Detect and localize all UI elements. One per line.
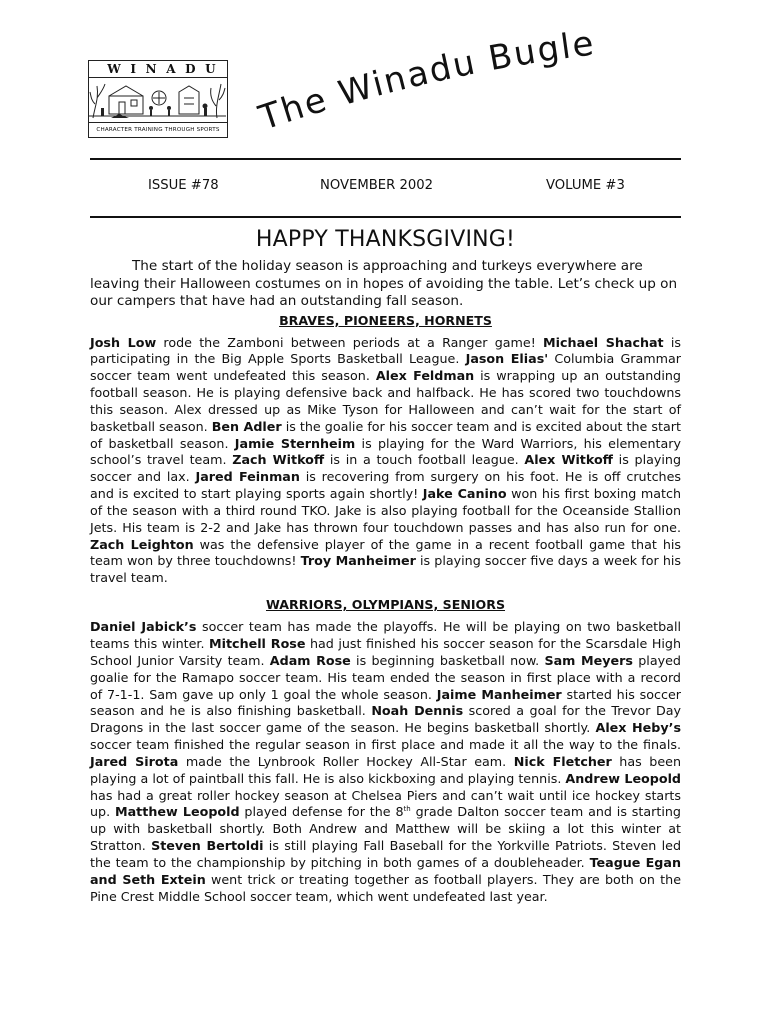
logo-letter: I xyxy=(130,62,138,76)
camper-name: Adam Rose xyxy=(269,652,351,668)
logo-letter: U xyxy=(205,62,217,76)
camper-name: Jared Feinman xyxy=(195,469,300,485)
body-text: started his soccer season and he is also finishing basketball. xyxy=(90,686,681,719)
article-content xyxy=(90,258,681,916)
body-text: is still playing Fall Baseball for the Yorkville Patriots. Steven led the team to the championship by pitching in both games of a doubleheader. xyxy=(90,838,681,870)
body-text: had just finished his soccer season for the Scarsdale High School Junior Varsity team. xyxy=(90,636,681,668)
body-text: was the defensive player of the game in a recent football game that his team won by three touchdowns! xyxy=(90,536,681,569)
superscript: th xyxy=(403,805,411,814)
camper-name: Jaime Manheimer xyxy=(436,686,562,702)
issue-bar xyxy=(90,178,681,198)
camper-name: Michael Shachat xyxy=(543,334,664,350)
logo-letter: A xyxy=(166,62,177,76)
logo-letter: N xyxy=(145,62,158,76)
title-text: The Winadu Bugle xyxy=(254,23,598,139)
logo-letter: D xyxy=(185,62,197,76)
body-text: has had a great roller hockey season at Chelsea Piers and can’t wait until ice hockey starts up. xyxy=(90,787,681,820)
body-text: is in a touch football league. xyxy=(324,452,525,468)
camper-name: Matthew Leopold xyxy=(115,804,240,820)
section-heading: WARRIORS, OLYMPIANS, SENIORS xyxy=(265,597,506,613)
body-text: is playing soccer five days a week for his travel team. xyxy=(90,553,681,586)
camper-name: Nick Fletcher xyxy=(513,753,612,769)
body-text: is beginning basketball now. xyxy=(350,652,545,668)
newsletter-title xyxy=(254,23,622,140)
camper-name: Mitchell Rose xyxy=(209,636,306,651)
body-text: is participating in the Big Apple Sports Basketball League. xyxy=(90,334,681,367)
body-text: rode the Zamboni between periods at a Ranger game! xyxy=(156,334,544,350)
camper-name: Alex Witkoff xyxy=(524,452,613,468)
camper-name: Zach Leighton xyxy=(90,536,194,552)
body-text: is wrapping up an outstanding football season. He is playing defensive back and halfback. He has scored two touchdowns this season. Alex dressed up as Mike Tyson for Halloween and can’t wait for the start of basketball season. xyxy=(90,368,681,434)
svg-text:The Winadu Bugle xyxy=(253,23,597,138)
camper-name: Troy Manheimer xyxy=(300,553,416,569)
body-text: has been playing a lot of paintball this fall. He is also kickboxing and playing tennis. xyxy=(90,753,682,786)
body-text: won his first boxing match of the season with a third round TKO. Jake is also playing football for the Oceanside Stallion Jets. His team is 2-2 and Jake has thrown four touchdown passes and has also run for one. xyxy=(90,486,681,535)
body-text: soccer team finished the regular season in first place and made it all the way to the finals. xyxy=(90,737,681,753)
camper-name: Jake Canino xyxy=(422,486,507,502)
issue-date: NOVEMBER 2002 xyxy=(320,178,434,193)
camper-name: Jamie Sternheim xyxy=(234,435,356,451)
logo-letters xyxy=(89,61,227,78)
bottom-rule xyxy=(90,216,681,218)
body-text: played defense for the 8 xyxy=(239,804,404,820)
body-text: made the Lynbrook Roller Hockey All-Star eam. xyxy=(178,753,514,769)
body-text: Columbia Grammar soccer team went undefeated this season. xyxy=(90,351,681,384)
body-text: went trick or treating together as football players. They are both on the Pine Crest Middle School soccer team, which went undefeated last year. xyxy=(90,871,681,904)
body-text: grade Dalton soccer team and is starting up with basketball shortly. Both Andrew and Matthew will be skiing a lot this winter at Stratton. xyxy=(90,804,681,854)
top-rule xyxy=(90,158,681,160)
intro-paragraph xyxy=(90,258,681,311)
camper-name: Ben Adler xyxy=(211,418,282,434)
camper-name: Noah Dennis xyxy=(371,703,464,719)
body-text: scored a goal for the Trevor Day Dragons in the last soccer game of the season. He begins basketball shortly. xyxy=(90,703,681,736)
logo-letter: W xyxy=(107,62,122,76)
body-text: is playing for the Ward Warriors, his elementary school’s travel team. xyxy=(90,435,681,468)
body-text: is recovering from surgery on his foot. He is off crutches and is excited to start playing sports again shortly! xyxy=(90,469,681,502)
logo-illustration xyxy=(89,78,227,122)
issue-volume: VOLUME #3 xyxy=(546,178,625,193)
winadu-logo xyxy=(88,60,228,138)
camper-name: Sam Meyers xyxy=(544,652,633,668)
intro-text: The start of the holiday season is approaching and turkeys everywhere are leaving their Halloween costumes on in hopes of avoiding the table. Let’s check up on our campers that have had an outstanding fall season. xyxy=(90,258,678,309)
camper-name: Josh Low xyxy=(90,334,157,350)
camper-name: Jason Elias' xyxy=(465,351,549,367)
body-text: soccer team has made the playoffs. He will be playing on two basketball teams this winter. xyxy=(90,619,681,651)
camper-name: Zach Witkoff xyxy=(232,452,325,468)
section-body xyxy=(90,619,681,905)
camper-name: Daniel Jabick’s xyxy=(90,619,197,635)
headline: HAPPY THANKSGIVING! xyxy=(255,227,516,252)
camper-name: Steven Bertoldi xyxy=(151,838,264,854)
camper-name: Teague Egan and Seth Extein xyxy=(90,854,681,887)
body-text: is the goalie for his soccer team and is excited about the start of basketball season. xyxy=(90,418,681,451)
camper-name: Alex Feldman xyxy=(375,368,475,384)
body-text: is playing soccer and lax. xyxy=(90,452,682,485)
section-body xyxy=(90,335,681,588)
camper-name: Jared Sirota xyxy=(90,753,179,769)
section-heading: BRAVES, PIONEERS, HORNETS xyxy=(279,312,492,328)
body-text: played goalie for the Ramapo soccer team. His team ended the season in first place with a record of 7-1-1. Sam gave up only 1 goal the whole season. xyxy=(90,652,681,702)
issue-number: ISSUE #78 xyxy=(148,178,219,193)
camper-name: Alex Heby’s xyxy=(595,720,681,736)
logo-tagline: CHARACTER TRAINING THROUGH SPORTS xyxy=(89,122,227,137)
camper-name: Andrew Leopold xyxy=(565,770,682,786)
